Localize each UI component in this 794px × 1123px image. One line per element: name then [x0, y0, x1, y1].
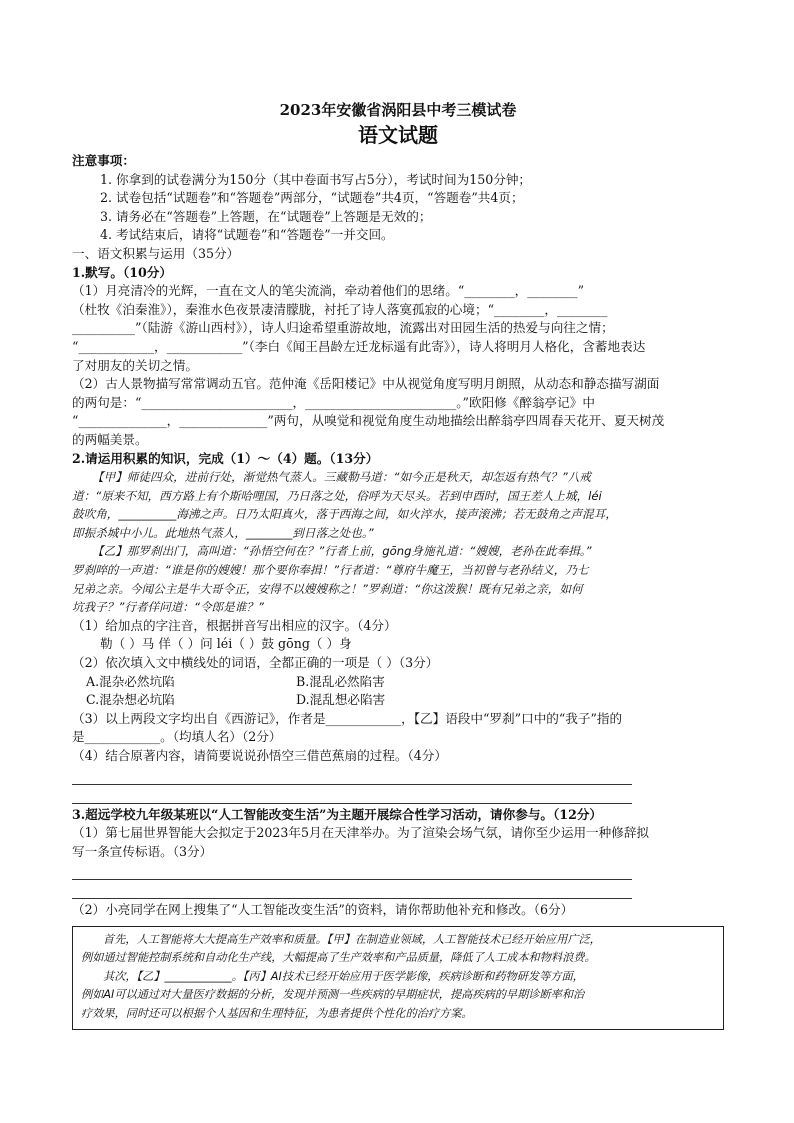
q2-sub1-items: 勒（ ）马 佯（ ）问 léi（ ）鼓 gōng（ ）身: [100, 636, 352, 652]
q1-line: __________”（陆游《游山西村》），诗人归途希望重游故地，流露出对田园生活的热爱与向往之情；: [72, 320, 614, 336]
q3-heading: 3.超远学校九年级某班以“人工智能改变生活”为主题开展综合性学习活动，请你参与。（12分）: [72, 806, 603, 822]
q2-sub4: （4）结合原著内容，请简要说说孙悟空三借芭蕉扇的过程。（4分）: [72, 748, 447, 763]
q3-sub1: （1）第七届世界智能大会拟定于2023年5月在天津举办。为了渲染会场气氛，请你至少运用一种修辞拟: [72, 825, 650, 841]
q1-line: “____________，____________”（李白《闻王昌龄左迁龙标遥有此寄》），诗人将明月人格化，含蓄地表达: [72, 338, 646, 354]
passage-yi-line: 坑我子？”行者佯问道：“令郎是谁？”: [72, 600, 264, 615]
exam-title: 2023年安徽省涡阳县中考三模试卷: [279, 101, 517, 119]
answer-line[interactable]: [72, 882, 632, 899]
q1-line: 的两幅美景。: [72, 431, 148, 447]
q1-heading: 1.默写。（10分）: [72, 264, 172, 280]
q1-line: （2）古人景物描写常常调动五官。范仲淹《岳阳楼记》中从视觉角度写明月朗照，从动态和静态描写湖面: [72, 376, 660, 392]
answer-line[interactable]: [72, 787, 632, 804]
passage-jia-line: 道：“原来不知，西方路上有个斯哈哩国，乃日落之处，俗呼为天尽头。若到申酉时，国王差人上城，léi: [72, 488, 602, 503]
q1-line: （杜牧《泊秦淮》），秦淮水色夜景凄清朦胧，衬托了诗人落寞孤寂的心境；“________，________: [72, 301, 608, 317]
notice-item-3: 3. 请务必在“答题卷”上答题，在“试题卷”上答题是无效的；: [100, 208, 432, 224]
material-line: 首先，人工智能将大大提高生产效率和质量。【甲】在制造业领域，人工智能技术已经开始应用广泛，: [103, 932, 601, 946]
option-row: [72, 691, 724, 710]
q3-sub1-cont: 写一条宣传标语。（3分）: [72, 843, 213, 859]
notice-heading: 注意事项：: [72, 153, 135, 168]
passage-jia-line: 【甲】师徒四众，进前行处，渐觉热气蒸人。三藏勒马道：“如今正是秋天，却怎返有热气？”八戒: [92, 470, 591, 485]
option-row: [72, 673, 724, 692]
q2-sub1: （1）给加点的字注音，根据拼音写出相应的汉字。（4分）: [72, 617, 397, 633]
notice-item-1: 1. 你拿到的试卷满分为150分（其中卷面书写占5分），考试时间为150分钟；: [100, 171, 532, 187]
q2-sub3-cont: 是____________。（均填人名）（2分）: [72, 729, 282, 745]
material-line: 疗效果，同时还可以根据个人基因和生理特征，为患者提供个性化的治疗方案。: [81, 1006, 473, 1020]
notice-item-4: 4. 考试结束后，请将“试题卷”和“答题卷”一并交回。: [100, 227, 394, 243]
q2-sub3: （3）以上两段文字均出自《西游记》，作者是____________，【乙】语段中“罗刹”口中的“我子”指的: [72, 710, 623, 726]
passage-jia-line: 即振杀城中小儿。此地热气蒸人，________到日落之处也。”: [72, 525, 374, 540]
subject-title: 语文试题: [358, 123, 438, 147]
material-box: [72, 926, 724, 1030]
option-c[interactable]: C.混杂想必坑陷: [86, 692, 175, 708]
material-line: 例如AI可以通过对大量医疗数据的分析，发现并预测一些疾病的早期症状，提高疾病的早期诊断率和治: [81, 988, 585, 1002]
q1-line: 的两句是：“________________________，________________________。”欧阳修《醉翁亭记》中: [72, 394, 595, 410]
passage-yi-line: 【乙】那罗刹出门，高叫道：“孙悟空何在？”行者上前，gōng身施礼道：“嫂嫂，老孙在此奉揖。”: [92, 544, 592, 559]
q1-line: 了对朋友的关切之情。: [72, 357, 198, 373]
answer-line[interactable]: [72, 768, 632, 785]
q1-line: “______________，______________”两句，从嗅觉和视觉角度生动地描绘出醉翁亭四周春天花开、夏天树茂: [72, 413, 665, 429]
passage-yi-line: 兄弟之亲。今闻公主是牛大哥令正，安得不以嫂嫂称之！”罗刹道：“你这泼猴！既有兄弟之亲，如何: [72, 581, 583, 596]
material-line: 例如通过智能控制系统和自动化生产线，大幅提高了生产效率和产品质量，降低了人工成本和物料浪费。: [81, 951, 596, 965]
section-1-heading: 一、语文积累与运用（35分）: [72, 245, 240, 261]
q2-sub2: （2）依次填入文中横线处的词语，全都正确的一项是（ ）（3分）: [72, 655, 439, 671]
option-b[interactable]: B.混乱必然陷害: [296, 673, 385, 689]
material-line: 其次，【乙】____________。【丙】AI技术已经开始应用于医学影像，疾病诊断和药物研发等方面，: [103, 969, 584, 983]
passage-yi-line: 罗刹啐的一声道：“谁是你的嫂嫂！那个要你奉揖！”行者道：“尊府牛魔王，当初曾与老孙结义，乃七: [72, 563, 589, 578]
q3-sub2: （2）小亮同学在网上搜集了“人工智能改变生活”的资料，请你帮助他补充和修改。（6分）: [72, 902, 574, 918]
q1-line: （1）月亮清冷的光辉，一直在文人的笔尖流淌，牵动着他们的思绪。“________，________”: [72, 283, 585, 299]
option-d[interactable]: D.混乱想必陷害: [296, 692, 386, 708]
exam-page: [72, 100, 724, 1030]
option-a[interactable]: A.混杂必然坑陷: [86, 673, 175, 689]
q2-heading: 2.请运用积累的知识，完成（1）～（4）题。（13分）: [72, 450, 379, 466]
notice-item-2: 2. 试卷包括“试题卷”和“答题卷”两部分，“试题卷”共4页，“答题卷”共4页；: [100, 190, 524, 206]
passage-jia-line: 鼓吹角，__________海沸之声。日乃太阳真火，落于西海之间，如火淬水，接声滚沸；若无鼓角之声混耳，: [72, 507, 617, 522]
answer-line[interactable]: [72, 863, 632, 880]
